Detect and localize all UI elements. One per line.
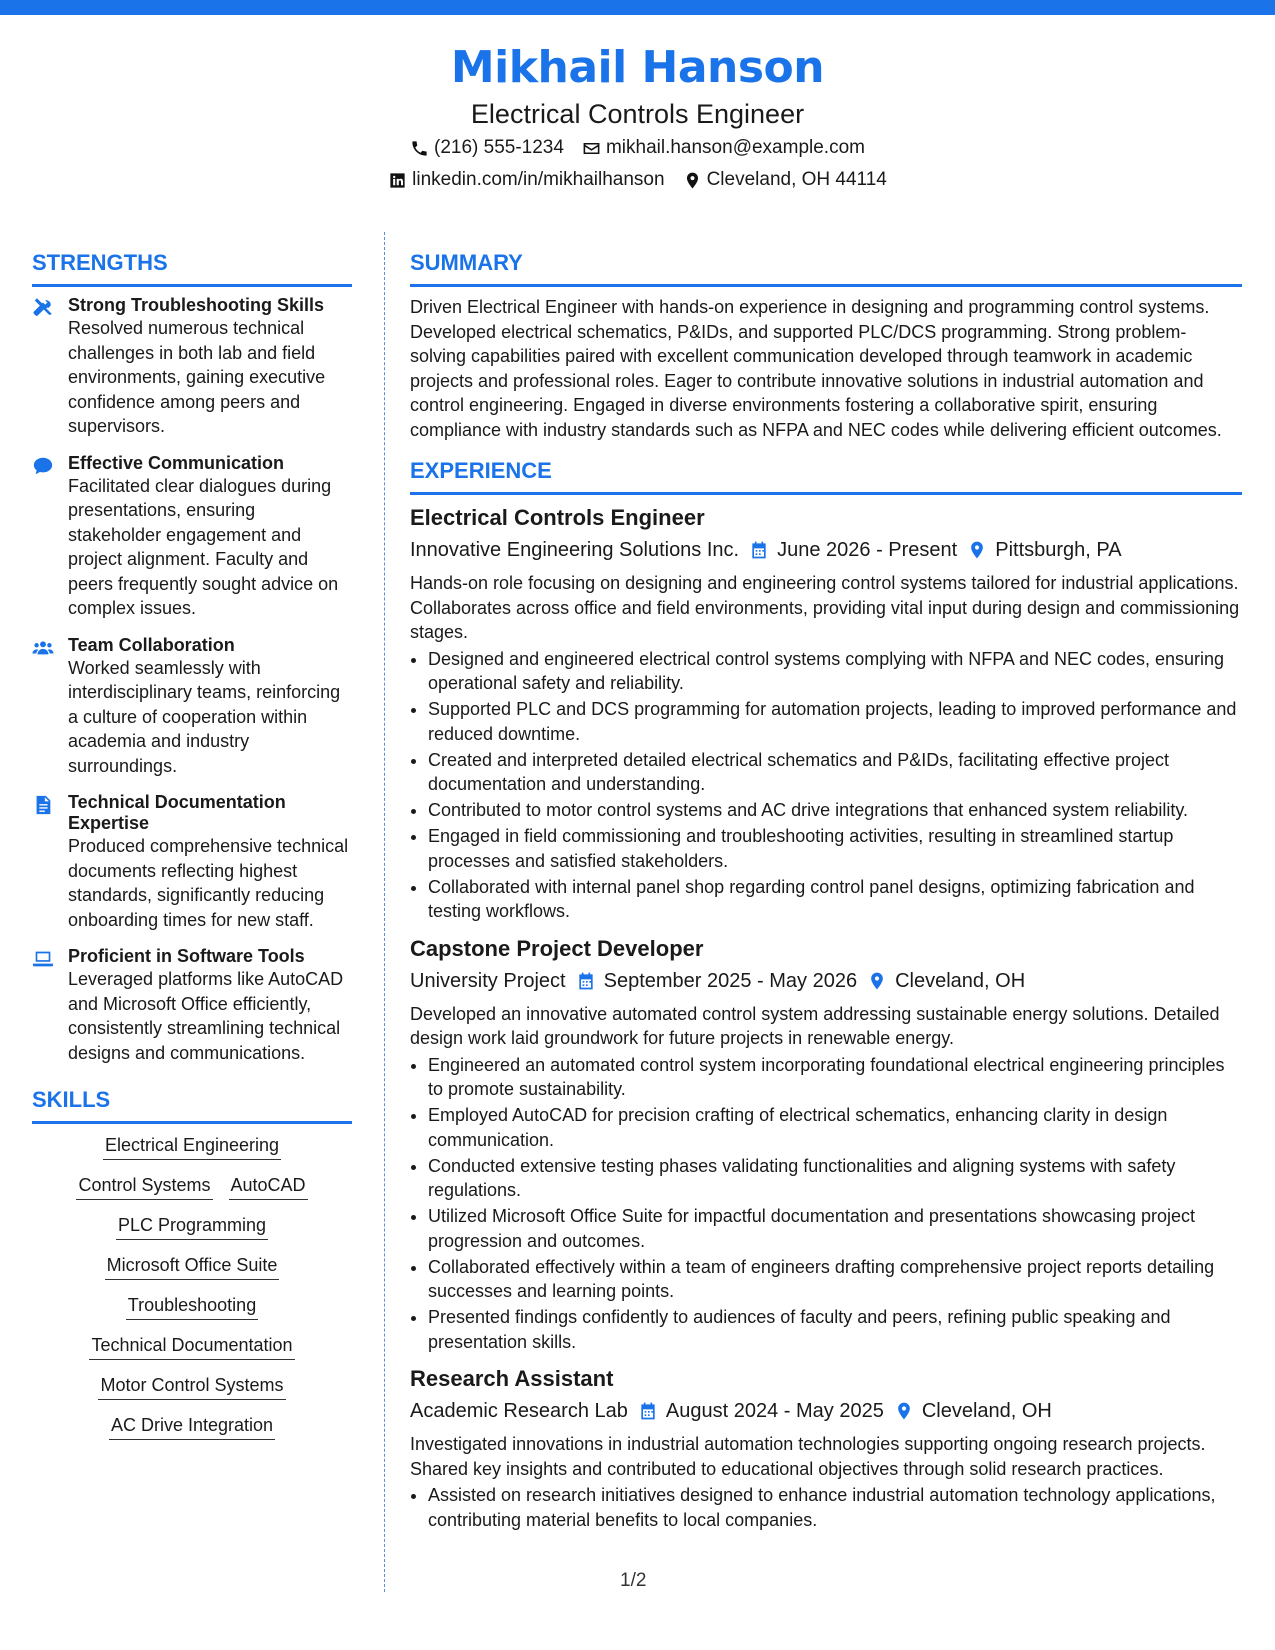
strength-item (32, 635, 352, 779)
job-location: Cleveland, OH (921, 1400, 1052, 1422)
job-entry (410, 934, 1242, 1355)
experience-rule (410, 492, 1242, 495)
job-entry (410, 503, 1242, 924)
job-org: Innovative Engineering Solutions Inc. (410, 539, 740, 561)
calendar-icon (576, 971, 596, 991)
map-pin-icon (867, 971, 887, 991)
skill-tag: PLC Programming (116, 1212, 268, 1240)
map-pin-icon (683, 171, 702, 190)
phone-text: (216) 555-1234 (434, 137, 564, 158)
linkedin-contact[interactable] (388, 164, 664, 196)
job-bullet: • Contributed to motor control systems and AC drive integrations that enhanced system reliability. (428, 798, 1242, 823)
left-column (32, 248, 352, 1452)
skill-tag: Motor Control Systems (98, 1372, 285, 1400)
strength-desc: Resolved numerous technical challenges in both lab and field environments, gaining executive confidence among peers and supervisors. (68, 318, 326, 436)
location-text: Cleveland, OH 44114 (706, 169, 887, 190)
summary-text: Driven Electrical Engineer with hands-on experience in designing and programming control systems. Developed electrical schematics, P&IDs, and supported PLC/DCS programming. Strong problem-solving capabilities paired with excellent communication developed through teamwork in academic projects and professional roles. Eager to contribute innovative solutions in industrial automation and control engineering. Engaged in diverse environments fostering a collaborative spirit, ensuring compliance with industry standards such as NFPA and NEC codes while delivering efficient outcomes. (410, 297, 1222, 440)
job-description: Investigated innovations in industrial automation technologies supporting ongoing research projects. Shared key insights and contributed to educational objectives through solid research practices. (410, 1434, 1206, 1479)
job-bullet: • Collaborated effectively within a team of engineers drafting comprehensive project reports detailing successes and learning points. (428, 1255, 1242, 1304)
strength-desc: Leveraged platforms like AutoCAD and Microsoft Office efficiently, consistently streamlining technical designs and communications. (68, 969, 344, 1063)
job-title: Research Assistant (410, 1366, 614, 1391)
skill-tag: Troubleshooting (126, 1292, 258, 1320)
skill-tag: Control Systems (76, 1172, 212, 1200)
email-text: mikhail.hanson@example.com (605, 137, 865, 158)
linkedin-text: linkedin.com/in/mikhailhanson (412, 169, 665, 190)
laptop-icon (32, 948, 54, 970)
tools-icon (32, 297, 54, 319)
contact-row-1 (0, 132, 1275, 164)
job-location-group (894, 1396, 1052, 1426)
job-bullet: • Engaged in field commissioning and troubleshooting activities, resulting in streamlined startup processes and satisfied stakeholders. (428, 824, 1242, 873)
phone-contact[interactable] (410, 132, 564, 164)
job-title: Electrical Controls Engineer (410, 505, 705, 530)
strength-item (32, 946, 352, 1065)
skill-tag: Microsoft Office Suite (105, 1252, 280, 1280)
job-bullets (410, 647, 1242, 924)
strength-item (32, 295, 352, 439)
job-bullet: • Supported PLC and DCS programming for automation projects, leading to improved performance and reduced downtime. (428, 697, 1242, 746)
strengths-rule (32, 284, 352, 287)
top-accent-bar (0, 0, 1275, 15)
job-bullet: • Collaborated with internal panel shop regarding control panel designs, optimizing fabrication and testing workflows. (428, 875, 1242, 924)
job-entry (410, 1364, 1242, 1532)
map-pin-icon (967, 540, 987, 560)
strength-title: Effective Communication (68, 452, 285, 473)
contact-row-2 (0, 164, 1275, 196)
summary-heading: SUMMARY (410, 250, 523, 275)
job-location: Pittsburgh, PA (995, 539, 1122, 561)
right-column (410, 248, 1242, 1534)
speech-bubble-icon (32, 455, 54, 477)
job-meta (410, 966, 1242, 996)
email-contact[interactable] (582, 132, 865, 164)
column-divider (384, 232, 385, 1592)
job-bullet: • Utilized Microsoft Office Suite for impactful documentation and presentations showcasing project progression and outcomes. (428, 1204, 1242, 1253)
job-bullet: • Presented findings confidently to audiences of faculty and peers, refining public speaking and presentation skills. (428, 1305, 1242, 1354)
job-bullets (410, 1483, 1242, 1532)
skill-tag: Electrical Engineering (103, 1132, 281, 1160)
job-bullet: • Engineered an automated control system incorporating foundational electrical engineering principles to promote sustainability. (428, 1053, 1242, 1102)
job-dates: August 2024 - May 2025 (665, 1400, 884, 1422)
job-meta (410, 535, 1242, 565)
job-meta (410, 1396, 1242, 1426)
resume-header (0, 40, 1275, 196)
job-dates-group (576, 966, 858, 996)
skill-tag: AutoCAD (229, 1172, 308, 1200)
job-title: Capstone Project Developer (410, 935, 704, 961)
strength-desc: Worked seamlessly with interdisciplinary teams, reinforcing a culture of cooperation within academia and industry surroundings. (68, 657, 341, 776)
users-icon (32, 637, 54, 659)
envelope-icon (582, 139, 601, 158)
job-description: Hands-on role focusing on designing and engineering control systems tailored for industrial applications. Collaborates across office and field environments, providing vital input during design and commissioning stages. (410, 573, 1240, 642)
job-org: Academic Research Lab (410, 1400, 628, 1422)
skills-heading: SKILLS (32, 1087, 111, 1112)
linkedin-icon (388, 171, 407, 190)
phone-icon (410, 139, 429, 158)
job-dates-group (638, 1396, 884, 1426)
strength-title: Technical Documentation Expertise (68, 792, 286, 833)
strength-item (32, 453, 352, 621)
job-location-group (967, 535, 1121, 565)
experience-heading: EXPERIENCE (410, 458, 552, 483)
strengths-heading: STRENGTHS (32, 250, 168, 275)
document-icon (32, 794, 54, 816)
strength-title: Strong Troubleshooting Skills (68, 295, 325, 315)
calendar-icon (638, 1401, 658, 1421)
job-org: University Project (410, 969, 566, 992)
candidate-title: Electrical Controls Engineer (470, 99, 805, 129)
strength-title: Proficient in Software Tools (68, 946, 305, 966)
job-bullet: • Designed and engineered electrical control systems complying with NFPA and NEC codes, ensuring operational safety and reliability. (428, 647, 1242, 696)
job-location-group (867, 966, 1025, 996)
job-location: Cleveland, OH (895, 969, 1026, 992)
skill-tag: Technical Documentation (89, 1332, 294, 1360)
job-description: Developed an innovative automated control system addressing sustainable energy solutions. Detailed design work laid groundwork for future projects in renewable energy. (410, 1003, 1220, 1048)
candidate-name: Mikhail Hanson (450, 42, 825, 93)
job-dates-group (749, 535, 957, 565)
job-bullet: • Created and interpreted detailed electrical schematics and P&IDs, facilitating effective project documentation and understanding. (428, 748, 1242, 797)
job-bullets (410, 1053, 1242, 1355)
location-contact (683, 164, 887, 196)
job-dates: September 2025 - May 2026 (603, 969, 858, 992)
calendar-icon (749, 540, 769, 560)
strength-item (32, 792, 352, 932)
job-bullet: • Employed AutoCAD for precision crafting of electrical schematics, enhancing clarity in design communication. (428, 1103, 1242, 1152)
job-dates: June 2026 - Present (777, 539, 958, 561)
strength-title: Team Collaboration (68, 634, 235, 655)
skills-rule (32, 1121, 352, 1124)
summary-rule (410, 284, 1242, 287)
job-bullet: • Conducted extensive testing phases validating functionalities and aligning systems with safety regulations. (428, 1154, 1242, 1203)
page-number: 1/2 (620, 1570, 647, 1591)
strength-desc: Facilitated clear dialogues during presentations, ensuring stakeholder engagement and project alignment. Faculty and peers frequently sought advice on complex issues. (68, 475, 339, 618)
map-pin-icon (894, 1401, 914, 1421)
strength-desc: Produced comprehensive technical documents reflecting highest standards, significantly reducing onboarding times for new staff. (68, 836, 349, 930)
skill-tag: AC Drive Integration (109, 1412, 275, 1440)
skills-list (32, 1132, 352, 1440)
job-bullet: • Assisted on research initiatives designed to enhance industrial automation technology applications, contributing material benefits to local companies. (428, 1483, 1242, 1532)
